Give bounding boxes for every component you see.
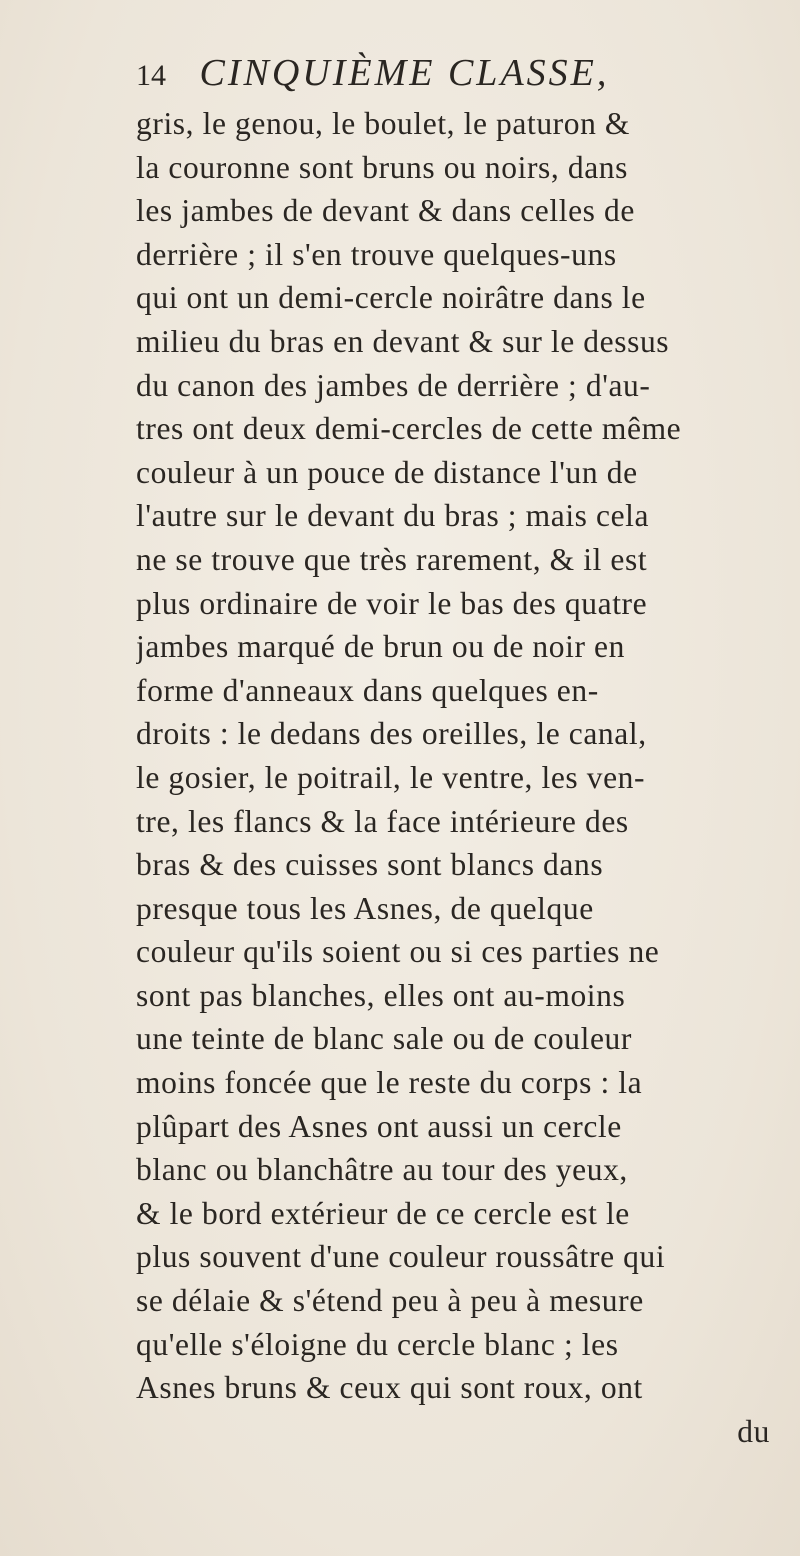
text-line: plus ordinaire de voir le bas des quatre: [136, 585, 648, 621]
text-line: Asnes bruns & ceux qui sont roux, ont: [136, 1370, 643, 1406]
text-line: couleur qu'ils soient ou si ces parties ne: [136, 934, 660, 970]
text-line: sont pas blanches, elles ont au-moins: [136, 977, 626, 1013]
text-line: qu'elle s'éloigne du cercle blanc ; les: [136, 1326, 619, 1362]
body-text: [136, 102, 796, 1453]
text-line: droits : le dedans des oreilles, le canal,: [136, 716, 647, 752]
text-line: qui ont un demi-cercle noirâtre dans le: [136, 280, 646, 316]
text-line: l'autre sur le devant du bras ; mais cela: [136, 498, 650, 534]
page-number: 14: [136, 59, 166, 92]
text-line: du canon des jambes de derrière ; d'au-: [136, 367, 651, 403]
text-line: ne se trouve que très rarement, & il est: [136, 541, 648, 577]
text-line: moins foncée que le reste du corps : la: [136, 1065, 643, 1101]
text-line: la couronne sont bruns ou noirs, dans: [136, 149, 629, 185]
text-line: blanc ou blanchâtre au tour des yeux,: [136, 1152, 628, 1188]
text-line: tres ont deux demi-cercles de cette même: [136, 411, 682, 447]
text-line: se délaie & s'étend peu à peu à mesure: [136, 1283, 644, 1319]
text-line: une teinte de blanc sale ou de couleur: [136, 1021, 632, 1057]
text-line: gris, le genou, le boulet, le paturon &: [136, 106, 631, 141]
text-line: les jambes de devant & dans celles de: [136, 193, 635, 229]
text-line: couleur à un pouce de distance l'un de: [136, 454, 638, 490]
text-line: forme d'anneaux dans quelques en-: [136, 672, 599, 708]
text-line: milieu du bras en devant & sur le dessus: [136, 323, 670, 359]
running-title: CINQUIÈME CLASSE,: [199, 52, 610, 94]
text-line: presque tous les Asnes, de quelque: [136, 890, 594, 926]
text-line: jambes marqué de brun ou de noir en: [136, 629, 625, 665]
text-line: & le bord extérieur de ce cercle est le: [136, 1195, 630, 1231]
text-line: le gosier, le poitrail, le ventre, les ven-: [136, 759, 646, 795]
text-line: derrière ; il s'en trouve quelques-uns: [136, 236, 617, 272]
page-header: [136, 44, 776, 102]
text-line: plûpart des Asnes ont aussi un cercle: [136, 1108, 622, 1144]
text-line: plus souvent d'une couleur roussâtre qui: [136, 1239, 666, 1275]
text-line: bras & des cuisses sont blancs dans: [136, 847, 604, 883]
catchword: du: [737, 1413, 770, 1449]
text-line: tre, les flancs & la face intérieure des: [136, 803, 629, 839]
